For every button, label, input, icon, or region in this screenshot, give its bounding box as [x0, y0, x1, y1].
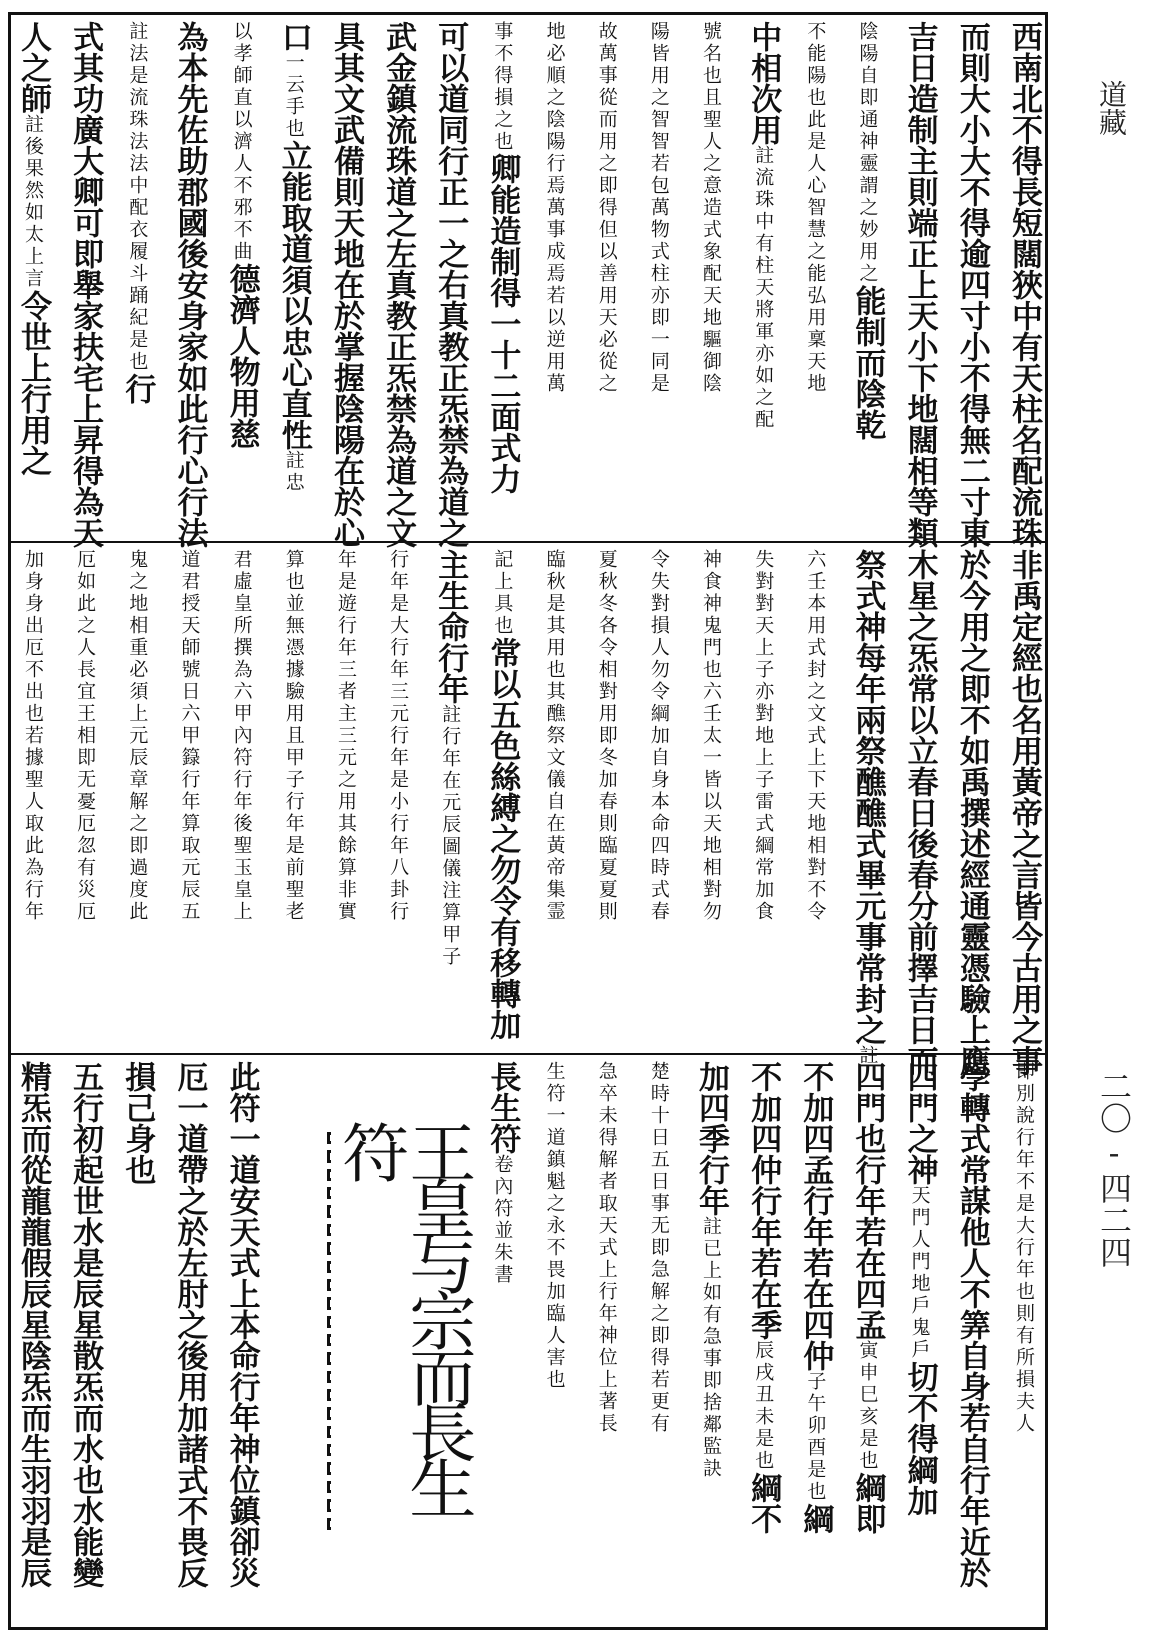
- annotation-text: 卷內符並朱書: [491, 1154, 514, 1286]
- text-column: [484, 1061, 521, 1624]
- main-text: 綱即: [849, 1472, 886, 1534]
- annotation-text: 夏秋冬各令相對用即冬加春則臨夏夏則: [595, 549, 618, 923]
- text-column: [693, 1061, 730, 1624]
- annotation-text: 鬼之地相重必須上元辰章解之即過度此: [126, 549, 149, 923]
- annotation-text: 註法是流珠法法中配衣履斗踊紀是也: [126, 21, 149, 373]
- annotation-text: 急卒未得解者取天式上行年神位上著長: [595, 1061, 618, 1435]
- main-text: 學轉式常謀他人不筭自身若自行年近於: [953, 1061, 990, 1588]
- annotation-text: 子午卯酉是也: [804, 1371, 827, 1503]
- text-column: [223, 1061, 260, 1624]
- text-column: [1005, 21, 1042, 548]
- text-column: [1008, 1061, 1039, 1624]
- annotation-text: 年是遊行年三者主三元之用其餘算非實: [334, 549, 357, 923]
- text-column: [278, 1061, 309, 1624]
- main-text: 綱: [797, 1503, 834, 1534]
- annotation-text: 事不得損之也: [491, 21, 514, 153]
- main-text: 於今用之即不如禹撰述經通靈憑驗上應: [953, 549, 990, 1076]
- main-text: 切不得綱加: [901, 1361, 938, 1516]
- annotation-text: 加身身出厄不出也若據聖人取此為行年: [22, 549, 44, 923]
- annotation-text: 註忠: [282, 450, 305, 494]
- collection-title: 道藏: [1095, 80, 1128, 136]
- main-text: 立能取道須以忠心直性: [275, 140, 312, 450]
- text-columns-top: [15, 21, 1042, 548]
- talisman-figure: [327, 1120, 476, 1530]
- text-column: [171, 21, 208, 548]
- annotation-text: 神食神鬼門也六壬太一皆以天地相對勿: [700, 549, 723, 923]
- main-text: 加四季行年: [693, 1061, 730, 1216]
- register-top: [11, 15, 1045, 548]
- text-column: [382, 549, 413, 1047]
- annotation-text: 行年是大行年三元行年是小行年八卦行: [387, 549, 410, 923]
- annotation-text: 寅申巳亥是也: [856, 1340, 879, 1472]
- text-column: [695, 549, 726, 1047]
- text-column: [591, 21, 622, 535]
- main-text: 厄一道帶之於左肘之後用加諸式不畏反: [171, 1061, 208, 1588]
- text-column: [747, 549, 778, 1047]
- main-text: 式其功廣大卿可即舉家扶宅上昇得為天: [67, 21, 104, 548]
- main-text: 具其文武備則天地在於掌握陰陽在於心: [327, 21, 364, 548]
- text-column: [953, 21, 990, 548]
- annotation-text: 失對對天上子亦對地上子雷式綱常加食: [752, 549, 775, 923]
- text-column: [17, 549, 48, 1047]
- text-column: [69, 549, 100, 1047]
- main-text: 卿能造制得一十二面式力: [484, 153, 521, 494]
- main-text: 此符一道安天式上本命行年神位鎮卻災: [223, 1061, 260, 1588]
- text-column: [171, 1061, 208, 1624]
- annotation-text: 生符一道鎮魁之永不畏加臨人害也: [543, 1061, 566, 1391]
- text-column: [15, 21, 51, 535]
- main-text: 主生命行年: [432, 549, 469, 704]
- main-text: 五行初起世水是辰星散炁而水也水能變: [67, 1061, 104, 1588]
- main-text: 西南北不得長短闊狹中有天柱名配流珠: [1005, 21, 1042, 548]
- text-column: [380, 21, 417, 548]
- main-text: 為本先佐助郡國後安身家如此行心行法: [171, 21, 208, 548]
- text-column: [643, 21, 674, 535]
- annotation-text: 註已上如有急事即捨鄰監訣: [700, 1216, 723, 1480]
- text-column: [484, 21, 521, 535]
- main-text: 行: [119, 373, 156, 404]
- annotation-text: 註後果然如太上言: [22, 114, 44, 290]
- main-text: 不加四孟行年若在四仲: [797, 1061, 834, 1371]
- talisman-glyphs: 王皇与宗而長生符: [330, 1120, 476, 1512]
- main-text: 口: [275, 21, 312, 52]
- annotation-text: 號名也且聖人之意造式象配天地驅御陰: [700, 21, 723, 395]
- annotation-text: 故萬事從而用之即得但以善用天必從之: [595, 21, 618, 395]
- text-column: [745, 21, 782, 535]
- text-column: [643, 549, 674, 1047]
- main-text: 令世上行用之: [15, 290, 51, 476]
- annotation-text: 辰戌丑未是也: [752, 1340, 775, 1472]
- text-column: [67, 1061, 104, 1624]
- annotation-text: 陽皆用之智智若包萬物式柱亦即一同是: [647, 21, 670, 395]
- text-column: [591, 549, 622, 1047]
- text-column: [849, 549, 886, 1067]
- annotation-text: 道君授天師號日六甲籙行年算取元辰五: [178, 549, 201, 923]
- text-column: [278, 549, 309, 1047]
- annotation-text: 天門人門地戶鬼戶: [908, 1185, 931, 1361]
- main-text: 綱不: [745, 1472, 782, 1534]
- annotation-text: 六壬本用式封之文式上下天地相對不令: [804, 549, 827, 923]
- text-column: [119, 1061, 156, 1624]
- main-text: 而則大小大不得逾四寸小不得無二寸東: [953, 21, 990, 548]
- main-text: 德濟人物用慈: [223, 263, 260, 449]
- annotation-text: 令失對損人勿令綱加自身本命四時式春: [647, 549, 670, 923]
- annotation-text: 地必順之陰陽行焉萬事成焉若以逆用萬: [543, 21, 566, 395]
- annotation-text: 註行年在元辰圖儀注算甲子: [439, 704, 462, 968]
- text-column: [1005, 549, 1042, 1076]
- annotation-text: 楚時十日五日事无即急解之即得若更有: [647, 1061, 670, 1435]
- annotation-text: 厄如此之人長宜王相即无憂厄忽有災厄: [74, 549, 97, 923]
- register-bottom: [11, 1055, 1045, 1630]
- main-text: 非禹定經也名用黃帝之言皆今古用之事: [1005, 549, 1042, 1076]
- text-column: [539, 21, 570, 535]
- text-column: [643, 1061, 674, 1624]
- annotation-text: 君虛皇所撰為六甲內符行年後聖玉皇上: [230, 549, 253, 923]
- text-column: [539, 549, 570, 1047]
- main-text: 可以道同行正一之右真教正炁禁為道之: [432, 21, 469, 548]
- text-column: [539, 1061, 570, 1624]
- main-text: 精炁而從龍龍假辰星陰炁而生羽羽是辰: [15, 1061, 51, 1588]
- text-column: [484, 549, 521, 1047]
- main-text: 四門也行年若在四孟: [849, 1061, 886, 1340]
- text-column: [173, 549, 204, 1047]
- annotation-text: 註: [856, 1045, 879, 1067]
- main-text: 四門之神: [901, 1061, 938, 1185]
- text-column: [223, 21, 260, 535]
- page-frame: [8, 12, 1048, 1630]
- text-column: [849, 21, 886, 535]
- text-column: [799, 21, 830, 535]
- text-column: [121, 549, 152, 1047]
- text-column: [901, 1061, 938, 1624]
- annotation-text: 以孝師直以濟人不邪不曲: [230, 21, 253, 263]
- register-middle: [11, 543, 1045, 1076]
- annotation-text: 註流珠中有柱天將軍亦如之配: [752, 145, 775, 431]
- text-column: [119, 21, 156, 535]
- main-text: 長生符: [484, 1061, 521, 1154]
- text-column: [953, 549, 990, 1076]
- main-text: 吉日造制主則端正上天小下地闊相等類: [901, 21, 938, 548]
- main-text: 人之師: [15, 21, 51, 114]
- text-column: [901, 549, 938, 1076]
- text-column: [799, 549, 830, 1047]
- text-columns-bottom: [17, 1061, 1039, 1624]
- main-text: 不加四仲行年若在季: [745, 1061, 782, 1340]
- text-column: [901, 21, 938, 548]
- page-number: 二〇-四二四: [1095, 1070, 1133, 1268]
- text-column: [15, 1061, 51, 1624]
- annotation-text: 記上具也: [491, 549, 514, 637]
- annotation-text: 不能陽也此是人心智慧之能弘用稟天地: [804, 21, 827, 395]
- annotation-text: 臨秋是其用也其醮祭文儀自在黃帝集霊: [543, 549, 566, 923]
- text-column: [953, 1061, 990, 1624]
- text-column: [591, 1061, 622, 1624]
- annotation-text: 算也並無憑據驗用且甲子行年是前聖老: [282, 549, 305, 923]
- main-text: 損己身也: [119, 1061, 156, 1185]
- text-column: [432, 21, 469, 548]
- main-text: 祭式神每年兩祭醮醮式畢元事常封之: [849, 549, 886, 1045]
- text-column: [67, 21, 104, 548]
- main-text: 木星之炁常以立春日後春分前擇吉日而: [901, 549, 938, 1076]
- text-column: [432, 549, 469, 1047]
- text-column: [275, 21, 312, 535]
- text-column: [797, 1061, 834, 1624]
- talisman-stacked-marks: [327, 1120, 331, 1530]
- text-columns-middle: [17, 549, 1042, 1076]
- text-column: [695, 21, 726, 535]
- text-column: [226, 549, 257, 1047]
- annotation-text: 一云手也: [282, 52, 305, 140]
- annotation-text: 陰陽自即通神靈謂之妙用之: [856, 21, 879, 285]
- text-column: [330, 549, 361, 1047]
- main-text: 能制而陰乾: [849, 285, 886, 440]
- text-column: [327, 21, 364, 548]
- main-text: 中相次用: [745, 21, 782, 145]
- text-column: [849, 1061, 886, 1624]
- main-text: 常以五色絲縛之勿令有移轉加: [484, 637, 521, 1040]
- annotation-text: 即別說行年不是大行年也則有所損夫人: [1012, 1061, 1035, 1435]
- text-column: [745, 1061, 782, 1624]
- main-text: 武金鎮流珠道之左真教正炁禁為道之文: [380, 21, 417, 548]
